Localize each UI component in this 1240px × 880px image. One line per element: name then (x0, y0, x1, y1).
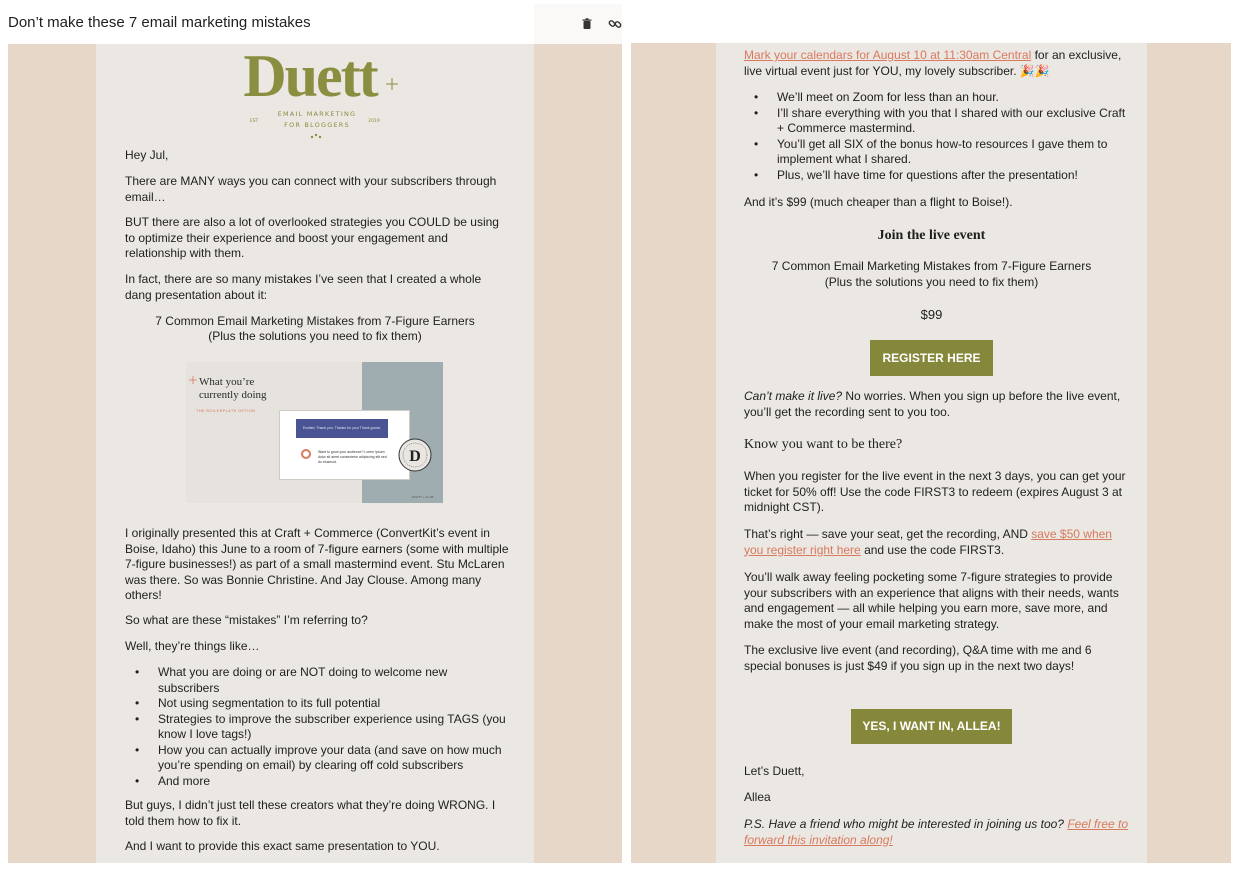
forward-invitation-link[interactable]: Feel free to forward this invitation along! (744, 817, 1129, 847)
event-details-list (744, 90, 1129, 183)
slide-subtitle: THE BOILERPLATE OPTION (196, 408, 256, 413)
sender-name: Allea (744, 790, 771, 804)
email-panel-right (631, 43, 1231, 863)
email-body-left (96, 44, 534, 863)
slide-heading-line-1: What you’re (199, 376, 255, 388)
list-item: • What you are doing or are NOT doing to welcome new subscribers (125, 665, 510, 696)
ps-text: P.S. Have a friend who might be interested in joining us too? (744, 817, 1068, 831)
list-item: • We’ll meet on Zoom for less than an hour. (744, 90, 1129, 106)
paragraph-5: So what are these “mistakes” I’m referring to? (125, 613, 368, 627)
signoff: Let’s Duett, (744, 764, 805, 778)
yes-i-want-in-button[interactable]: YES, I WANT IN, ALLEA! (851, 709, 1012, 744)
logo-est: EST (249, 119, 259, 124)
register-button[interactable]: REGISTER HERE (870, 340, 993, 376)
greeting: Hey Jul, (125, 148, 169, 162)
presentation-title: 7 Common Email Marketing Mistakes from 7-Figure Earners (155, 314, 475, 328)
email-body-right (716, 43, 1147, 863)
calendar-date-link[interactable]: Mark your calendars for August 10 at 11:30am Central (744, 48, 1032, 62)
paragraph-1: There are MANY ways you can connect with your subscribers through email… (125, 174, 497, 204)
save-50-link[interactable]: save $50 when you register right here (744, 527, 1112, 557)
cant-make-it-paragraph (744, 389, 1124, 420)
ps-paragraph (744, 817, 1129, 848)
mistakes-list (125, 665, 510, 789)
sparkle-icon (189, 376, 197, 384)
logo-wordmark: Duett (243, 46, 377, 109)
link-icon[interactable] (607, 16, 623, 32)
email-panel-left (8, 44, 622, 863)
paragraph-3: In fact, there are so many mistakes I’ve seen that I created a whole dang presentation about it: (125, 272, 482, 302)
cant-make-it-emphasis: Can’t make it live? (744, 389, 843, 403)
presentation-slide-image (186, 362, 443, 503)
save-paragraph (744, 527, 1129, 558)
cant-make-it-text: No worries. When you sign up before the live event, you’ll get the recording sent to you too. (744, 389, 1121, 419)
paragraph-8: And I want to provide this exact same presentation to YOU. (125, 839, 440, 853)
slide-email-card (279, 410, 410, 480)
logo-tagline-1: EMAIL MARKETING (277, 110, 357, 118)
paragraph-4: I originally presented this at Craft + Commerce (ConvertKit’s event in Boise, Idaho) this June to a room of 7-figure earners (some with multiple 7-figure businesses!) as part of a small mastermind event. Stu McLaren was there. So was Bonnie Christine. And Jay Clouse. Among many others! (125, 526, 509, 602)
intro-text: for an exclusive, live virtual event just for YOU, my lovely subscriber. 🎉🎉 (744, 48, 1122, 78)
list-item: • I’ll share everything with you that I shared with our exclusive Craft + Commerce mastermind. (744, 106, 1129, 137)
svg-text:D: D (409, 448, 421, 465)
list-item: • And more (125, 774, 510, 790)
event-price: $99 (920, 307, 943, 322)
exclusive-paragraph: The exclusive live event (and recording), Q&A time with me and 6 special bonuses is just $49 if you sign up in the next two days! (744, 643, 1092, 673)
logo-tagline-2: FOR BLOGGERS (284, 121, 350, 129)
list-item: • How you can actually improve your data (and save on how much you’re spending on email) by clearing off cold subscribers (125, 743, 510, 774)
intro-paragraph (744, 48, 1124, 79)
event-title: 7 Common Email Marketing Mistakes from 7-Figure Earners (771, 259, 1092, 273)
paragraph-6: Well, they’re things like… (125, 639, 260, 653)
paragraph-2: BUT there are also a lot of overlooked strategies you COULD be using to optimize their experience and boost your engagement and relationship with them. (125, 215, 499, 260)
save-text-2: and use the code FIRST3. (860, 542, 1005, 557)
donut-icon (300, 448, 312, 460)
trash-icon[interactable] (579, 16, 595, 32)
slide-card-banner: Excited. Thank you. Thanks for your Thank goods. (296, 419, 388, 438)
paragraph-7: But guys, I didn’t just tell these creators what they’re doing WRONG. I told them how to fix it. (125, 798, 496, 828)
price-line: And it’s $99 (much cheaper than a flight to Boise!). (744, 195, 1013, 209)
walk-away-paragraph: You’ll walk away feeling pocketing some 7-figure strategies to provide your subscribers with an experience that aligns with their needs, wants and engagement — all while helping you earn more, save more, and make the most of your email marketing strategy. (744, 570, 1119, 631)
email-header (0, 0, 622, 44)
presentation-subtitle: (Plus the solutions you need to fix them) (208, 329, 422, 343)
duett-seal-icon (398, 438, 432, 472)
event-subtitle: (Plus the solutions you need to fix them) (824, 275, 1039, 289)
duett-logo (96, 46, 534, 146)
header-actions (534, 4, 622, 44)
slide-footer: DUETT + CLUB (412, 495, 434, 499)
email-subject: Don’t make these 7 email marketing mistakes (8, 14, 311, 31)
list-item: • Plus, we’ll have time for questions after the presentation! (744, 168, 1129, 184)
logo-year: 2019 (368, 119, 380, 124)
save-text-1: That’s right — save your seat, get the recording, AND (744, 527, 1032, 541)
logo-leaf-icon (311, 134, 321, 138)
list-item: • Strategies to improve the subscriber experience using TAGS (you know I love tags!) (125, 712, 510, 743)
list-item: • You’ll get all SIX of the bonus how-to resources I gave them to implement what I shared. (744, 137, 1129, 168)
slide-card-text: Want to grow your audience? Lorem ipsum dolor sit amet consectetur adipiscing elit sed do eiusmod. (318, 450, 387, 464)
know-heading: Know you want to be there? (744, 437, 903, 452)
sparkle-icon (386, 78, 398, 90)
discount-paragraph: When you register for the live event in the next 3 days, you can get your ticket for 50% off! Use the code FIRST3 to redeem (expires August 3 at midnight CST). (744, 469, 1126, 514)
join-heading: Join the live event (877, 228, 986, 243)
slide-heading (199, 376, 267, 402)
list-item: • Not using segmentation to its full potential (125, 696, 510, 712)
slide-heading-line-2: currently doing (199, 389, 267, 401)
